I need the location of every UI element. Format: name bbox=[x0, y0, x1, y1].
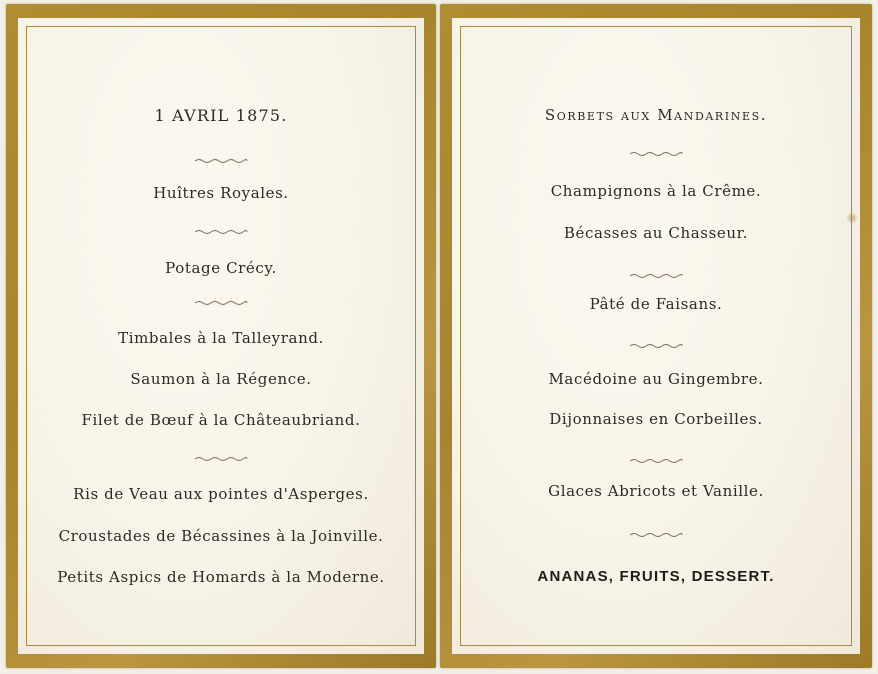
flourish-divider-icon bbox=[628, 532, 684, 538]
left-page-content bbox=[18, 18, 424, 654]
flourish-divider-icon bbox=[193, 158, 249, 164]
menu-item: Filet de Bœuf à la Châteaubriand. bbox=[81, 411, 361, 429]
menu-item: Champignons à la Crême. bbox=[550, 182, 762, 200]
menu-item: Huîtres Royales. bbox=[153, 184, 289, 202]
flourish-divider-icon bbox=[628, 343, 684, 349]
menu-item-dessert: ANANAS, FRUITS, DESSERT. bbox=[537, 568, 775, 585]
right-page-content bbox=[452, 18, 860, 654]
menu-item: Glaces Abricots et Vanille. bbox=[548, 482, 764, 500]
menu-date: 1 AVRIL 1875. bbox=[154, 106, 288, 125]
menu-item: Sorbets aux Mandarines. bbox=[544, 106, 768, 124]
menu-item: Potage Crécy. bbox=[165, 259, 277, 277]
menu-item: Croustades de Bécassines à la Joinville. bbox=[58, 527, 384, 545]
menu-item: Saumon à la Régence. bbox=[130, 370, 312, 388]
menu-item: Pâté de Faisans. bbox=[589, 295, 723, 313]
menu-item: Petits Aspics de Homards à la Moderne. bbox=[57, 568, 385, 586]
flourish-divider-icon bbox=[193, 229, 249, 235]
flourish-divider-icon bbox=[628, 273, 684, 279]
menu-item: Macédoine au Gingembre. bbox=[548, 370, 764, 388]
menu-item: Ris de Veau aux pointes d'Asperges. bbox=[73, 485, 369, 503]
flourish-divider-icon bbox=[193, 456, 249, 462]
flourish-divider-icon bbox=[628, 151, 684, 157]
flourish-divider-icon bbox=[628, 458, 684, 464]
menu-item: Bécasses au Chasseur. bbox=[563, 224, 749, 242]
right-page-border bbox=[440, 4, 872, 668]
right-page bbox=[452, 18, 860, 654]
left-page-border bbox=[6, 4, 436, 668]
flourish-divider-icon bbox=[193, 300, 249, 306]
left-page bbox=[18, 18, 424, 654]
menu-item: Dijonnaises en Corbeilles. bbox=[549, 410, 763, 428]
menu-item: Timbales à la Talleyrand. bbox=[118, 329, 324, 347]
